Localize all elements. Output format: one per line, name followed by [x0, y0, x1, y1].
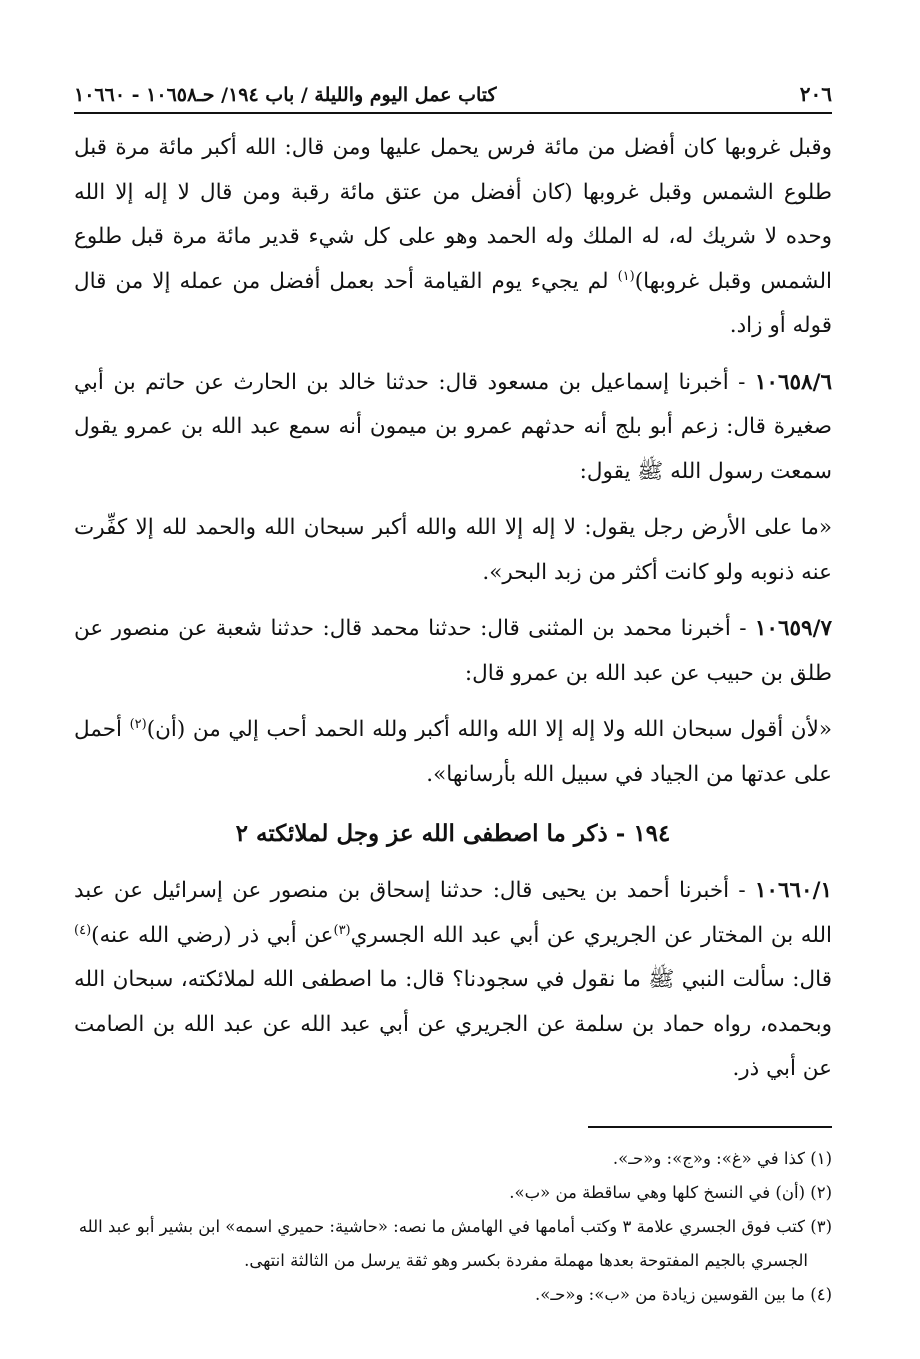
- hadith-10660: [74, 869, 832, 1092]
- matn-text: قال: سألت النبي ﷺ ما نقول في سجودنا؟ قال: ما اصطفى الله لملائكته، سبحان الله وبحمده، رواه حماد بن سلمة عن الجريري عن أبي عبد الله عن عبد الله بن الصامت عن أبي ذر.: [74, 967, 832, 1081]
- footnotes: [74, 1142, 832, 1312]
- footnote-divider: [588, 1126, 832, 1128]
- hadith-number: ١٠٦٥٩/٧: [754, 616, 832, 641]
- running-title: كتاب عمل اليوم والليلة / باب ١٩٤/ حـ١٠٦٥٨ - ١٠٦٦٠: [74, 84, 497, 106]
- footnote-2: (٢) (أن) في النسخ كلها وهي ساقطة من «ب».: [509, 1182, 832, 1202]
- footnote-ref-2: (٢): [129, 716, 147, 732]
- hadith-10658-matn: «ما على الأرض رجل يقول: لا إله إلا الله والله أكبر سبحان الله والحمد لله إلا كفِّرت عنه ذنوبه ولو كانت أكثر من زبد البحر».: [74, 515, 832, 585]
- isnad-text: - أخبرنا محمد بن المثنى قال: حدثنا محمد قال: حدثنا شعبة عن منصور عن طلق بن حبيب عن عبد الله بن عمرو قال:: [74, 616, 832, 686]
- footnote-3: (٣) كتب فوق الجسري علامة ٣ وكتب أمامها في الهامش ما نصه: «حاشية: حميري اسمه» ابن بشير أبو عبد الله: [78, 1216, 832, 1236]
- isnad-text: - أخبرنا أحمد بن يحيى قال: حدثنا إسحاق بن منصور عن إسرائيل عن عبد الله بن المختار عن الجريري عن أبي عبد الله الجسري: [74, 878, 832, 948]
- paragraph-text: لم يجيء يوم القيامة أحد بعمل أفضل من عمله إلا من قال قوله أو زاد.: [74, 268, 832, 338]
- page-header: [74, 78, 832, 114]
- paragraph-text: وقبل غروبها كان أفضل من مائة فرس يحمل عليها ومن قال: الله أكبر مائة مرة قبل طلوع الشمس وقبل غروبها (كان أفضل من عتق مائة رقبة ومن قال لا إله إلا الله وحده لا شريك له، له الملك وله الحمد وهو على كل شيء قدير مائة مرة قبل طلوع الشمس وقبل غروبها): [74, 135, 832, 294]
- hadith-10659-matn: [74, 708, 832, 797]
- hadith-10659: [74, 607, 832, 696]
- matn-text: «لأن أقول سبحان الله ولا إله إلا الله والله أكبر ولله الحمد أحب إلي من (أن): [146, 717, 833, 742]
- footnote-ref-1: (١): [617, 268, 635, 284]
- isnad-text: - أخبرنا إسماعيل بن مسعود قال: حدثنا خالد بن الحارث عن حاتم بن أبي صغيرة قال: زعم أبو بلج أنه حدثهم عمرو بن ميمون أنه سمع عبد الله بن عمرو يقول سمعت رسول الله ﷺ يقول:: [74, 369, 832, 484]
- paragraph-continuation: [74, 126, 832, 349]
- hadith-10658: [74, 361, 832, 495]
- footnote-1: (١) كذا في «غ»: و«ج»: و«حـ».: [612, 1148, 832, 1168]
- footnote-4: (٤) ما بين القوسين زيادة من «ب»: و«حـ».: [534, 1284, 832, 1304]
- footnote-3-continuation: الجسري بالجيم المفتوحة بعدها مهملة مفردة بكسر وهو ثقة يرسل من الثالثة انتهى.: [244, 1250, 808, 1270]
- hadith-number: ١٠٦٥٨/٦: [754, 369, 832, 395]
- matn-text: أحمل على عدتها من الجياد في سبيل الله بأرسانها».: [74, 717, 832, 787]
- hadith-number: ١٠٦٦٠/١: [754, 878, 832, 903]
- isnad-text: عن أبي ذر (رضي الله عنه): [91, 922, 334, 948]
- footnote-ref-4: (٤): [74, 922, 92, 938]
- section-title: ١٩٤ - ذكر ما اصطفى الله عز وجل لملائكته ٢: [235, 820, 671, 847]
- footnote-ref-3: (٣): [333, 922, 351, 938]
- page-number: ٢٠٦: [799, 82, 832, 106]
